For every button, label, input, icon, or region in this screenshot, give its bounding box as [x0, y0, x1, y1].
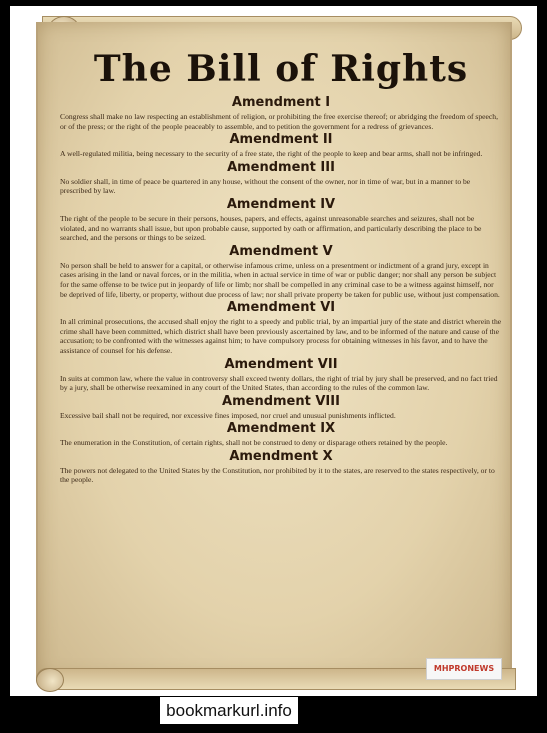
amendment-text: A well-regulated militia, being necessary to the security of a free state, the right of the people to keep and bear arms, shall not be infringed. — [60, 149, 483, 159]
watermark-label: bookmarkurl.info — [160, 697, 298, 724]
amendment-title: Amendment V — [229, 243, 333, 259]
amendment-title: Amendment II — [229, 132, 333, 148]
document-title: The Bill of Rights — [93, 48, 469, 90]
amendment-text: Congress shall make no law respecting an establishment of religion, or prohibiting the free exercise thereof; or abridging the freedom of speech, or of the press; or the right of the people peaceably to assemble, and to petition the government for a redress of grievances. — [60, 112, 498, 131]
amendment-text: In all criminal prosecutions, the accused shall enjoy the right to a speedy and public trial, by an impartial jury of the state and district wherein the crime shall have been committed, which district shall have been previously ascertained by law, and to be informed of the nature and cause of the accusation; to be confronted with the witnesses against him; to have compulsory process for obtaining witnesses in his favor, and to have the assistance of counsel for his defense. — [60, 317, 502, 355]
amendment-8 — [60, 393, 502, 421]
amendment-6 — [60, 299, 502, 355]
amendment-1 — [60, 94, 502, 131]
document-content — [60, 48, 502, 485]
amendment-2 — [60, 131, 502, 159]
amendment-title: Amendment VIII — [222, 393, 340, 409]
amendment-7 — [60, 356, 502, 393]
amendment-text: The powers not delegated to the United States by the Constitution, nor prohibited by it to the states, are reserved to the states respectively, or to the people. — [60, 465, 495, 485]
amendment-text: No soldier shall, in time of peace be quartered in any house, without the consent of the owner, nor in time of war, but in a manner to be prescribed by law. — [60, 176, 471, 196]
amendment-9 — [60, 420, 502, 448]
amendment-text: No person shall be held to answer for a capital, or otherwise infamous crime, unless on a presentment or indictment of a grand jury, except in cases arising in the land or naval forces, or in the militia, when in actual service in time of war or public danger; nor shall any person be subject for the same offense to be twice put in jeopardy of life or limb; nor shall be compelled in any criminal case to be a witness against himself, nor be deprived of life, liberty, or property, without due process of law; nor shall private property be taken for public use, without just compensation. — [60, 260, 500, 299]
amendment-text: In suits at common law, where the value in controversy shall exceed twenty dollars, the right of trial by jury shall be preserved, and no fact tried by a jury, shall be otherwise reexamined in any court of the United States, than according to the rules of the common law. — [60, 373, 498, 393]
mhpronews-logo: MHPRONEWS — [426, 658, 502, 680]
amendment-title: Amendment I — [231, 95, 331, 110]
scroll-bottom-roll — [36, 668, 64, 692]
amendment-title: Amendment VI — [226, 300, 336, 316]
amendment-4 — [60, 196, 502, 243]
amendment-text: The right of the people to be secure in their persons, houses, papers, and effects, against unreasonable searches and seizures, shall not be violated, and no warrants shall issue, but upon probable cause, supported by oath or affirmation, and particularly describing the place to be searched, and the persons or things to be seized. — [60, 213, 482, 243]
amendment-title: Amendment X — [229, 448, 333, 464]
amendment-title: Amendment IV — [226, 196, 336, 212]
amendment-title: Amendment IX — [226, 421, 336, 437]
amendment-10 — [60, 448, 502, 485]
amendment-title: Amendment III — [227, 159, 335, 175]
amendment-5 — [60, 243, 502, 299]
amendment-text: The enumeration in the Constitution, of certain rights, shall not be construed to deny or disparage others retained by the people. — [60, 438, 448, 448]
amendment-3 — [60, 159, 502, 196]
amendment-text: Excessive bail shall not be required, nor excessive fines imposed, nor cruel and unusual punishments inflicted. — [60, 410, 396, 420]
amendment-title: Amendment VII — [224, 356, 338, 372]
